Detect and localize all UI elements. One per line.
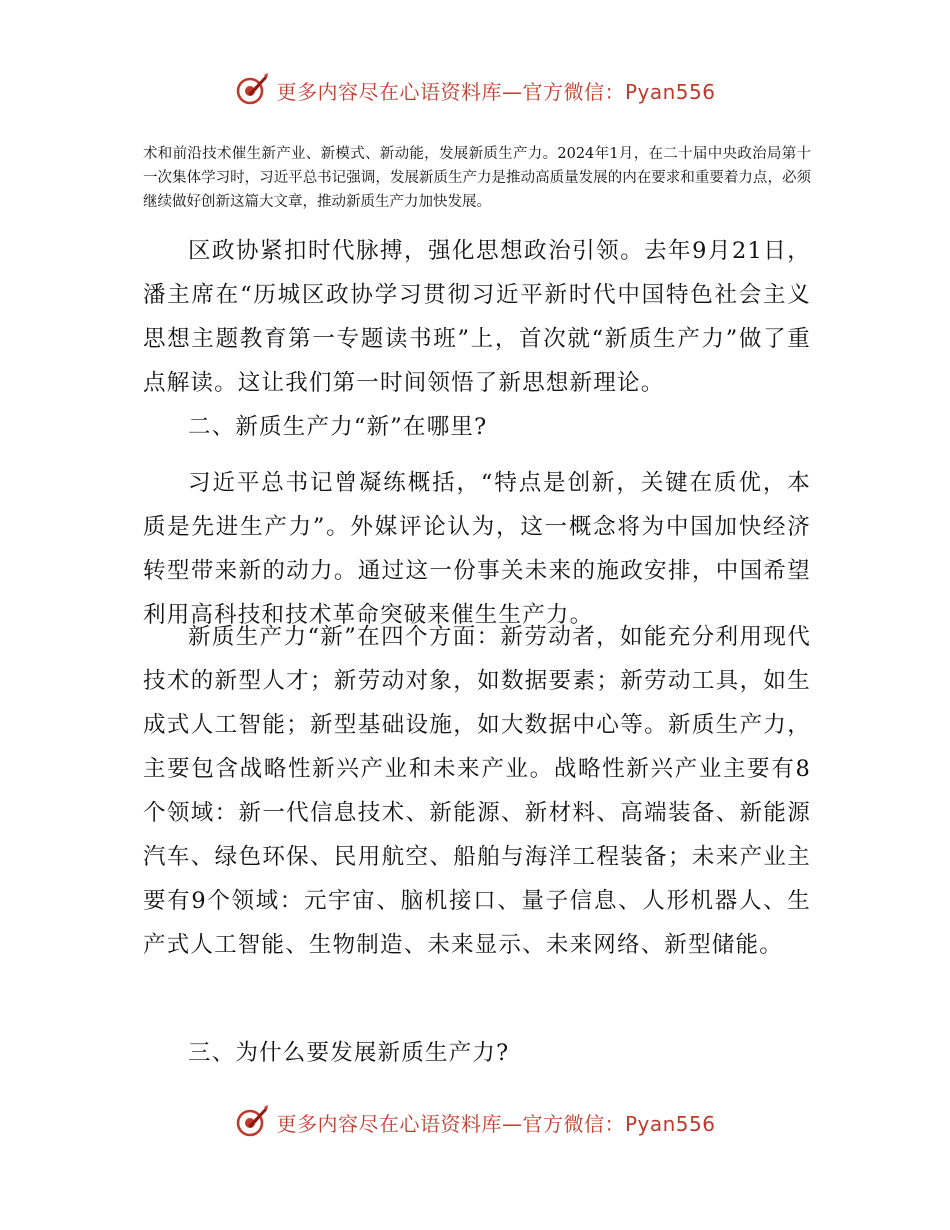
footer-watermark xyxy=(0,1102,950,1142)
paragraph-3: 新质生产力“新”在四个方面：新劳动者，如能充分利用现代技术的新型人才；新劳动对象，如数据要素；新劳动工具，如生成式人工智能；新型基础设施，如大数据中心等。新质生产力，主要包含战略性新兴产业和未来产业。战略性新兴产业主要有8个领域：新一代信息技术、新能源、新材料、高端装备、新能源汽车、绿色环保、民用航空、船舶与海洋工程装备；未来产业主要有9个领域：元宇宙、脑机接口、量子信息、人形机器人、生产式人工智能、生物制造、未来显示、未来网络、新型储能。 xyxy=(143,624,811,958)
paragraph-1: 区政协紧扣时代脉搏，强化思想政治引领。去年9月21日，潘主席在“历城区政协学习贯彻习近平新时代中国特色社会主义思想主题教育第一专题读书班”上，首次就“新质生产力”做了重点解读。这让我们第一时间领悟了新思想新理论。 xyxy=(143,238,811,396)
paragraph-2: 习近平总书记曾凝练概括，“特点是创新，关键在质优，本质是先进生产力”。外媒评论认为，这一概念将为中国加快经济转型带来新的动力。通过这一份事关未来的施政安排，中国希望利用高科技和技术革命突破来催生生产力。 xyxy=(143,470,811,628)
section-heading-3: 三、为什么要发展新质生产力? xyxy=(188,1040,510,1066)
quill-pen-circle-icon xyxy=(234,72,270,108)
quill-pen-circle-icon xyxy=(234,1104,270,1140)
watermark-text: 更多内容尽在心语资料库—官方微信：Pyan556 xyxy=(276,1111,716,1136)
section-heading-2: 二、新质生产力“新”在哪里? xyxy=(188,414,488,440)
intro-paragraph: 术和前沿技术催生新产业、新模式、新动能，发展新质生产力。2024年1月，在二十届中央政治局第十一次集体学习时，习近平总书记强调，发展新质生产力是推动高质量发展的内在要求和重要着力点，必须继续做好创新这篇大文章，推动新质生产力加快发展。 xyxy=(143,146,811,210)
header-watermark xyxy=(0,70,950,110)
watermark-text: 更多内容尽在心语资料库—官方微信：Pyan556 xyxy=(276,79,716,104)
